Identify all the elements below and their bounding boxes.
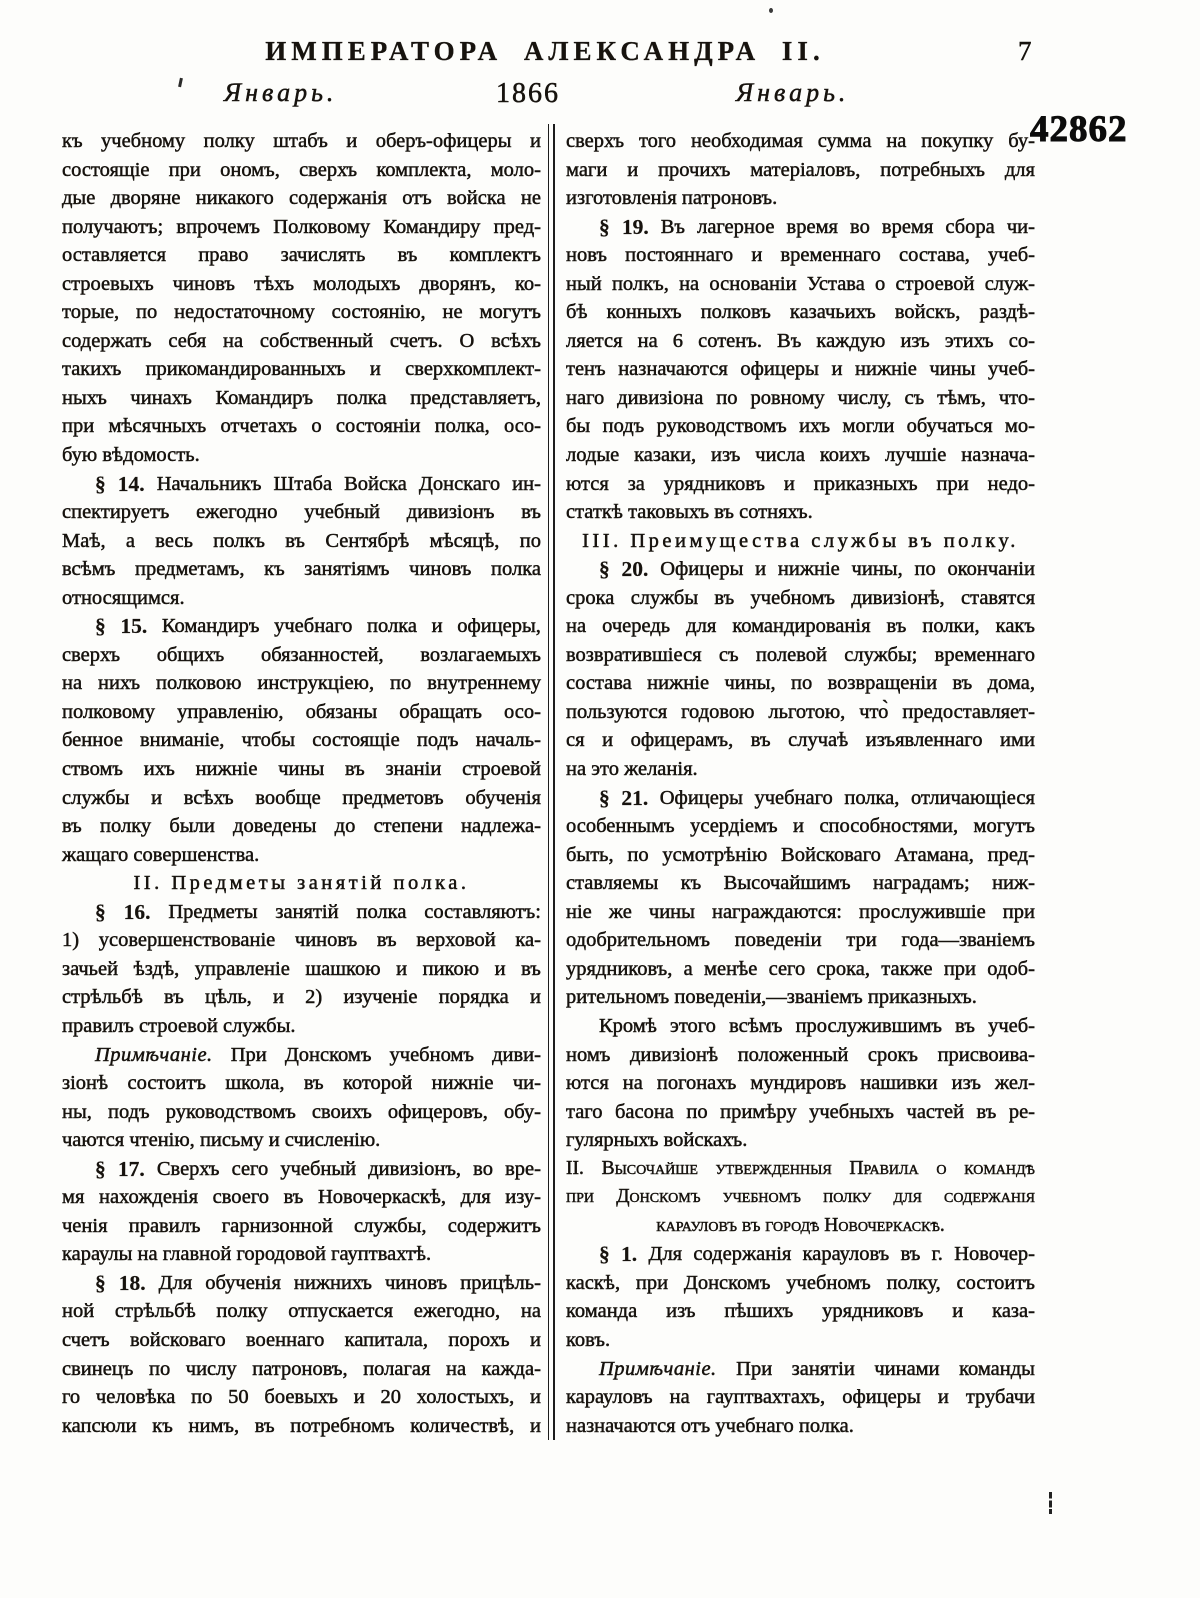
text-line: § 15. Командиръ учебнаго полка и офицеры, [95, 614, 541, 639]
text-line: ной стрѣльбѣ полку отпускается ежегодно, на [62, 1300, 541, 1323]
text-line: зачьей ѣздѣ, управленіе шашкою и пикою и въ [62, 957, 541, 980]
text-line: бую вѣдомость. [62, 444, 200, 467]
text-line: § 19. Въ лагерное время во время сбора чи- [599, 214, 1035, 239]
text-line: зіонѣ состоитъ школа, въ которой нижніе чи- [62, 1072, 541, 1095]
text-line: жащаго совершенства. [62, 843, 260, 866]
text-line: § 18. Для обученія нижнихъ чиновъ прицѣль- [95, 1270, 541, 1295]
paragraph [566, 213, 1035, 527]
paragraph [566, 1355, 1035, 1441]
text-line: § 20. Офицеры и нижніе чины, по окончаніи [599, 557, 1035, 582]
paragraph [62, 1041, 541, 1155]
text-line: полковому управленію, обязаны обращать осо- [62, 700, 541, 723]
stamp-number: 42862 [1030, 109, 1128, 150]
text-line: одобрительномъ поведеніи три года—званіемъ [566, 929, 1035, 952]
text-line: бѣ конныхъ полковъ казачьихъ войскъ, раздѣ- [566, 301, 1035, 324]
text-line: на очередь для командированія въ полки, какъ [566, 615, 1035, 638]
text-line: изготовленія патроновъ. [566, 187, 778, 210]
text-line: ются на погонахъ мундировъ нашивки изъ жел- [566, 1072, 1035, 1095]
text-line: наго дивизіона по ровному числу, съ тѣмъ, что- [566, 386, 1035, 409]
paragraph [566, 1240, 1035, 1354]
text-line: каскѣ, при Донскомъ учебномъ полку, состоитъ [566, 1271, 1035, 1294]
text-line: новъ постояннаго и временнаго состава, учеб- [566, 244, 1035, 267]
text-line: счетъ войсковаго военнаго капитала, порохъ и [62, 1328, 541, 1351]
text-line: ченія правилъ гарнизонной службы, содержитъ [62, 1214, 541, 1237]
text-line: на нихъ полковою инструкціею, по внутреннему [62, 672, 541, 695]
text-line: бенное вниманіе, чтобы состоящіе подъ началь- [62, 729, 541, 752]
section-heading [566, 527, 1035, 556]
text-line: службы и всѣхъ вообще предметовъ обученія [62, 786, 541, 809]
text-line: пользуются годовою льготою, что̀ предоставляет- [566, 700, 1035, 723]
text-line: ся и офицерамъ, въ случаѣ изъявленнаго ими [566, 729, 1035, 752]
ink-speck [178, 78, 183, 87]
text-line: II. Высочайше утвержденныя Правила о командѣ [566, 1157, 1035, 1179]
paragraph [62, 1155, 541, 1269]
paragraph [566, 555, 1035, 783]
text-line: относящимся. [62, 586, 185, 609]
text-line: рительномъ поведеніи,—званіемъ приказныхъ. [566, 986, 977, 1009]
text-line: при мѣсячныхъ отчетахъ о состояніи полка, осо- [62, 415, 541, 438]
text-line: II. Предметы занятій полка. [133, 872, 470, 895]
text-line: стрѣльбѣ въ цѣль, и 2) изученіе порядка и [62, 986, 541, 1009]
text-line: Примѣчаніе. При занятіи чинами команды [599, 1357, 1035, 1380]
text-line: сверхъ общихъ обязанностей, возлагаемыхъ [62, 643, 541, 666]
page-title: ИМПЕРАТОРА АЛЕКСАНДРА II. [265, 36, 825, 66]
text-line: получаютъ; впрочемъ Полковому Командиру пред- [62, 215, 541, 238]
text-line: торые, по недостаточному состоянію, не могутъ [62, 301, 541, 324]
text-line: ляется на 6 сотенъ. Въ каждую изъ этихъ со- [566, 329, 1035, 352]
text-line: § 21. Офицеры учебнаго полка, отличающіеся [599, 785, 1035, 810]
text-line: Примѣчаніе. При Донскомъ учебномъ диви- [95, 1043, 541, 1066]
text-line: свинецъ по числу патроновъ, полагая на кажда- [62, 1357, 541, 1380]
text-line: сверхъ того необходимая сумма на покупку бу- [566, 130, 1035, 152]
text-line: состава нижніе чины, по возвращеніи въ дома, [566, 672, 1035, 695]
left-column [62, 127, 541, 1440]
text-line: содержать себя на собственный счетъ. О всѣхъ [62, 329, 541, 352]
text-line: особеннымъ усердіемъ и способностями, могутъ [566, 815, 1035, 838]
text-line: номъ дивизіонѣ положенный срокъ присвоива- [566, 1043, 1035, 1066]
text-line: ныхъ чинахъ Командиръ полка представляетъ, [62, 386, 541, 409]
text-line: ніе же чины награждаются: прослужившіе при [566, 900, 1035, 923]
paragraph [62, 1269, 541, 1440]
text-line: таго басона по примѣру учебныхъ частей въ ре- [566, 1100, 1035, 1123]
text-line: бы подъ руководствомъ ихъ могли обучаться мо- [566, 415, 1035, 438]
text-line: маги и прочихъ матеріаловъ, потребныхъ для [566, 158, 1035, 181]
text-line: лодые казаки, изъ числа коихъ лучшіе назнача- [566, 444, 1035, 467]
section-heading [62, 869, 541, 898]
text-line: ставляемы къ Высочайшимъ наградамъ; ниж- [566, 872, 1035, 895]
text-line: ны, подъ руководствомъ своихъ офицеровъ, обу- [62, 1100, 541, 1123]
text-line: ются за урядниковъ и приказныхъ при недо- [566, 472, 1035, 495]
text-line: при Донскомъ учебномъ полку для содержанія [566, 1186, 1035, 1208]
section-heading [566, 1155, 1035, 1241]
text-line: строевыхъ чиновъ тѣхъ молодыхъ дворянъ, ко- [62, 272, 541, 295]
column-divider [548, 124, 555, 1440]
text-line: команда изъ пѣшихъ урядниковъ и каза- [566, 1300, 1035, 1323]
text-line: 1) усовершенствованіе чиновъ въ верховой ка- [62, 929, 541, 952]
text-line: назначаются отъ учебнаго полка. [566, 1414, 854, 1437]
text-line: § 17. Сверхъ сего учебный дивизіонъ, во вре- [95, 1156, 541, 1181]
text-line: капсюли къ нимъ, въ потребномъ количествѣ, и [62, 1414, 541, 1437]
text-line: возвратившіеся съ полевой службы; временнаго [566, 643, 1035, 666]
paragraph [62, 470, 541, 613]
text-line: мя нахожденія своего въ Новочеркаскѣ, для изу- [62, 1186, 541, 1209]
text-line: дые дворяне никакого содержанія отъ войска не [62, 187, 541, 210]
text-line: § 14. Начальникъ Штаба Войска Донскаго ин- [95, 471, 541, 496]
text-line: чаются чтенію, письму и счисленію. [62, 1129, 381, 1152]
paragraph [62, 612, 541, 869]
text-line: карауловъ въ городѣ Новочеркаскѣ. [656, 1214, 945, 1236]
paragraph [62, 898, 541, 1041]
text-line: III. Преимущества службы въ полку. [582, 529, 1019, 552]
text-line: караулы на главной городовой гауптвахтѣ. [62, 1243, 432, 1266]
right-column [566, 127, 1035, 1440]
text-line: § 16. Предметы занятій полка составляютъ: [95, 899, 541, 924]
text-line: тенъ назначаются офицеры и нижніе чины учеб- [566, 358, 1035, 381]
ink-speck [769, 8, 773, 13]
text-line: ствомъ ихъ нижніе чины въ знаніи строевой [62, 758, 541, 781]
text-line: оставляется право зачислять въ комплектъ [62, 244, 541, 267]
month-left: Январь. [224, 78, 338, 107]
ink-speck [1049, 1492, 1052, 1514]
text-line: быть, по усмотрѣнію Войсковаго Атамана, пред- [566, 843, 1035, 866]
paragraph [566, 784, 1035, 1012]
text-line: Кромѣ этого всѣмъ прослужившимъ въ учеб- [599, 1014, 1035, 1037]
text-line: гулярныхъ войскахъ. [566, 1129, 748, 1152]
year: 1866 [496, 78, 560, 109]
text-line: карауловъ на гауптвахтахъ, офицеры и трубачи [566, 1386, 1035, 1409]
text-line: Маѣ, а весь полкъ въ Сентябрѣ мѣсяцѣ, по [62, 529, 541, 552]
text-line: урядниковъ, а менѣе сего срока, также при одоб- [566, 957, 1035, 980]
paragraph [62, 127, 541, 470]
text-line: ковъ. [566, 1328, 611, 1351]
text-line: къ учебному полку штабъ и оберъ-офицеры и [62, 130, 541, 152]
text-line: состоящіе при ономъ, сверхъ комплекта, моло- [62, 158, 541, 181]
paragraph [566, 127, 1035, 213]
page-number: 7 [1018, 36, 1032, 66]
text-line: спектируетъ ежегодно учебный дивизіонъ въ [62, 501, 541, 524]
text-line: на это желанія. [566, 758, 698, 781]
paragraph [566, 1012, 1035, 1155]
text-line: срока службы въ учебномъ дивизіонѣ, ставятся [566, 586, 1035, 609]
text-line: го человѣка по 50 боевыхъ и 20 холостыхъ, и [62, 1386, 541, 1409]
month-right: Январь. [736, 78, 850, 107]
text-line: такихъ прикомандированныхъ и сверхкомплект- [62, 358, 541, 381]
text-line: § 1. Для содержанія карауловъ въ г. Новочер- [599, 1242, 1035, 1267]
text-line: ный полкъ, на основаніи Устава о строевой служ- [566, 272, 1035, 295]
text-line: всѣмъ предметамъ, къ занятіямъ чиновъ полка [62, 558, 541, 581]
text-line: правилъ строевой службы. [62, 1014, 296, 1037]
text-line: статкѣ таковыхъ въ сотняхъ. [566, 501, 813, 524]
text-line: въ полку были доведены до степени надлежа- [62, 815, 541, 838]
